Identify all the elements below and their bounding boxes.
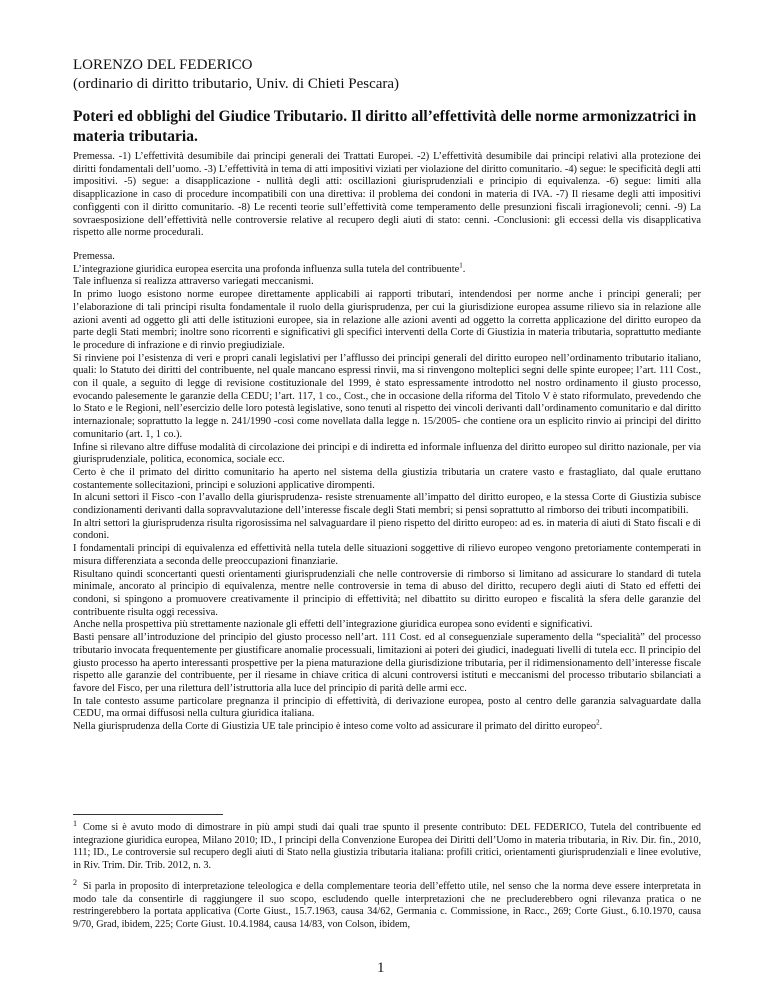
body-paragraph-3: In primo luogo esistono norme europee direttamente applicabili ai rapporti tributari, intendendosi per norme anche i principi generali; per l’elaborazione di tali principi risulta fondamentale il ruolo della giurisprudenza, per cui la giurisdizione europea assume rilievo sia in relazione alle azioni aventi ad oggetto gli atti delle istituzioni europee, sia in relazione alle azioni aventi ad oggetto la corretta applicazione del diritto europeo da parte degli Stati membri; inoltre sono ricorrenti e significativi gli specifici interventi della Corte di Giustizia in materia tributaria, soprattutto mediante le procedure di infrazione e di rinvio pregiudiziale. [73,289,701,351]
footnote-ref-2[interactable]: 2 [596,718,600,727]
body-paragraph-1: L’integrazione giuridica europea esercita una profonda influenza sulla tutela del contribuente$^1$. [73,261,466,275]
body-paragraph-12: Basti pensare all’introduzione del principio del giusto processo nell’art. 111 Cost. ed al conseguenziale superamento della “specialità” del processo tributario invocata frequentemente per giustificare anomalie processuali, limitazioni ai poteri dei giudici, inadeguati livelli di tutela ecc. Il principio del giusto processo ha aperto interessanti prospettive per la piena maturazione della giurisdizione tributaria, per il ridimensionamento dell’interesse fiscale rispetto alle garanzie del contribuente, per il riesame in chiave critica di alcuni controversi istituti e meccanismi del processo tributario sbilanciati a favore del Fisco, per una rilettura dell’istruttoria alla luce del principio di parità delle armi ecc. [73,632,701,694]
footnote-number: 1 [73,818,77,828]
body-paragraph-9: I fondamentali principi di equivalenza ed effettività nella tutela delle situazioni soggettive di rilievo europeo vengono pretoriamente contemperati in misura differenziata a seconda delle preoccupazioni finanziarie. [73,543,701,567]
footnote-2 [73,877,701,931]
footnote-1 [73,818,701,872]
footnote-text: Come si è avuto modo di dimostrare in più ampi studi dai quali trae spunto il presente contributo: DEL FEDERICO, Tutela del contribuente ed integrazione giuridica europea, Milano 2010; ID., I principi della Convenzione Europea dei Diritti dell’Uomo in materia tributaria, in Riv. Dir. fin., 2010, 111; ID., Le controversie sul recupero degli aiuti di Stato nella giustizia tributaria italiana: profili critici, orientamenti giurisprudenziali e linee evolutive, in Riv. Trim. Dir. Trib. 2012, n. 3. [73,822,701,871]
body-paragraph-14: Nella giurisprudenza della Corte di Giustizia UE tale principio è inteso come volto ad assicurare il primato del diritto europeo$^2$. [73,718,603,733]
footnote-number: 2 [73,877,77,887]
body-paragraph-7: In alcuni settori il Fisco -con l’avallo della giurisprudenza- resiste strenuamente all’impatto del diritto europeo, e la stessa Corte di Giustizia subisce condizionamenti derivanti dalla sopravvalutazione dell’interesse fiscale degli Stati membri; si pensi soprattutto al rimborso dei tributi incompatibili. [73,492,701,517]
body-paragraph-8: In altri settori la giurisprudenza risulta rigorosissima nel salvaguardare il pieno rispetto del diritto europeo: ad es. in materia di aiuti di Stato fiscali e di condoni. [73,517,701,542]
summary-paragraph: Premessa. -1) L’effettività desumibile dai principi generali dei Trattati Europei. -2) L’effettività desumibile dai principi relativi alla protezione dei diritti fondamentali dell’uomo. -3) L’effettività in tema di atti impositivi viziati per violazione del diritto comunitario. -4) segue: le specificità degli atti impositivi. -5) segue: a disapplicazione - nullità degli atti: oscillazioni giurisprudenziali e principio di equivalenza. -6) segue: limiti alla disapplicazione in caso di procedure incompatibili con una direttiva: il problema dei condoni in materia di IVA. -7) Il riesame degli atti impositivi configgenti con il diritto comunitario. -8) Le recenti teorie sull’effettività come temperamento delle presunzioni fiscali irragionevoli; cenni. -9) La sovraesposizione dell’effettività nelle controversie relative al recupero degli aiuti di stato: cenni. -Conclusioni: gli eccessi della vis disapplicativa rispetto alle norme procedurali. [73,151,701,239]
body-paragraph-10: Risultano quindi sconcertanti questi orientamenti giurisprudenziali che nelle controversie di rimborso si limitano ad assicurare lo standard di tutela minimale, ancorato al principio di equivalenza, mentre nelle controversie in tema di abuso del diritto, recupero degli aiuti di Stato ed effetti dei condoni, si spingono a promuovere creativamente il principio di effettività; nel dibattito su diritto europeo e fiscalità la sfera delle garanzie del contribuente risulta oggi recessiva. [73,568,701,618]
author-affiliation: (ordinario di diritto tributario, Univ. di Chieti Pescara) [73,76,400,92]
author-block [73,56,399,94]
body-paragraph-2: Tale influenza si realizza attraverso variegati meccanismi. [73,276,314,288]
footnote-ref-1[interactable]: 1 [459,261,463,270]
body-paragraph-11: Anche nella prospettiva più strettamente nazionale gli effetti dell’integrazione giuridica europea sono evidenti e significativi. [73,619,593,631]
body-paragraph-4: Si rinviene poi l’esistenza di veri e propri canali legislativi per l’afflusso dei principi generali del diritto europeo nell’ordinamento tributario italiano, quali: lo Statuto dei diritti del contribuente, nel quale mancano espressi rinvii, ma si rinvengono molteplici segni delle spinte europee; l’art. 111 Cost., con il quale, a seguito di legge di revisione costituzionale del 1999, è stato espressamente introdotto nel nostro ordinamento il giusto processo, evocando palesemente le garanzie della CEDU; l’art. 117, 1 co., Cost., che in occasione della riforma del Titolo V è stato riformulato, prevedendo che lo Stato e le Regioni, nell’esercizio delle loro potestà legislative, sono tenuti al rispetto dei vincoli derivanti dall’ordinamento comunitario e dal diritto internazionale; soprattutto la legge n. 241/1990 -così come novellata dalla legge n. 15/2005- che contiene ora un esplicito rinvio ai principi del diritto comunitario (art. 1, 1 co.). [73,352,701,440]
article-title: Poteri ed obblighi del Giudice Tributario. Il diritto all’effettività delle norme armonizzatrici in materia tributaria. [73,108,697,145]
article-body [73,251,701,734]
page-number: 1 [377,960,385,976]
section-heading: Premessa. [73,251,115,262]
footnote-text: Si parla in proposito di interpretazione teleologica e della complementare teoria dell’effetto utile, nel senso che la norma deve essere interpretata in modo tale da consentirle di raggiungere il suo scopo, escludendo quelle interpretazioni che ne precluderebbero ogni rilevanza pratica o ne restringerebbero la portata applicativa (Corte Giust., 15.7.1963, causa 34/62, Germania c. Commissione, in Racc., 269; Corte Giust., 6.10.1970, causa 9/70, Grad, ibidem, 225; Corte Giust. 10.4.1984, causa 14/83, von Colson, ibidem, [73,881,701,930]
author-name: LORENZO DEL FEDERICO [73,57,253,73]
body-paragraph-6: Certo è che il primato del diritto comunitario ha aperto nel sistema della giustizia tributaria un cratere vasto e frastagliato, dal quale eruttano costantemente sollecitazioni, principi e soluzioni applicative dirompenti. [73,466,701,491]
body-paragraph-5: Infine si rilevano altre diffuse modalità di circolazione dei principi e di indiretta ed informale influenza del diritto europeo sul diritto nazionale, per via giurisprudenziale, politica, economica, sociale ecc. [73,441,701,466]
body-paragraph-13: In tale contesto assume particolare pregnanza il principio di effettività, di derivazione europea, posto al centro delle garanzia salvaguardate dalla CEDU, ma ormai diffusosi nella cultura giuridica italiana. [73,695,701,720]
footnote-divider [73,814,223,815]
